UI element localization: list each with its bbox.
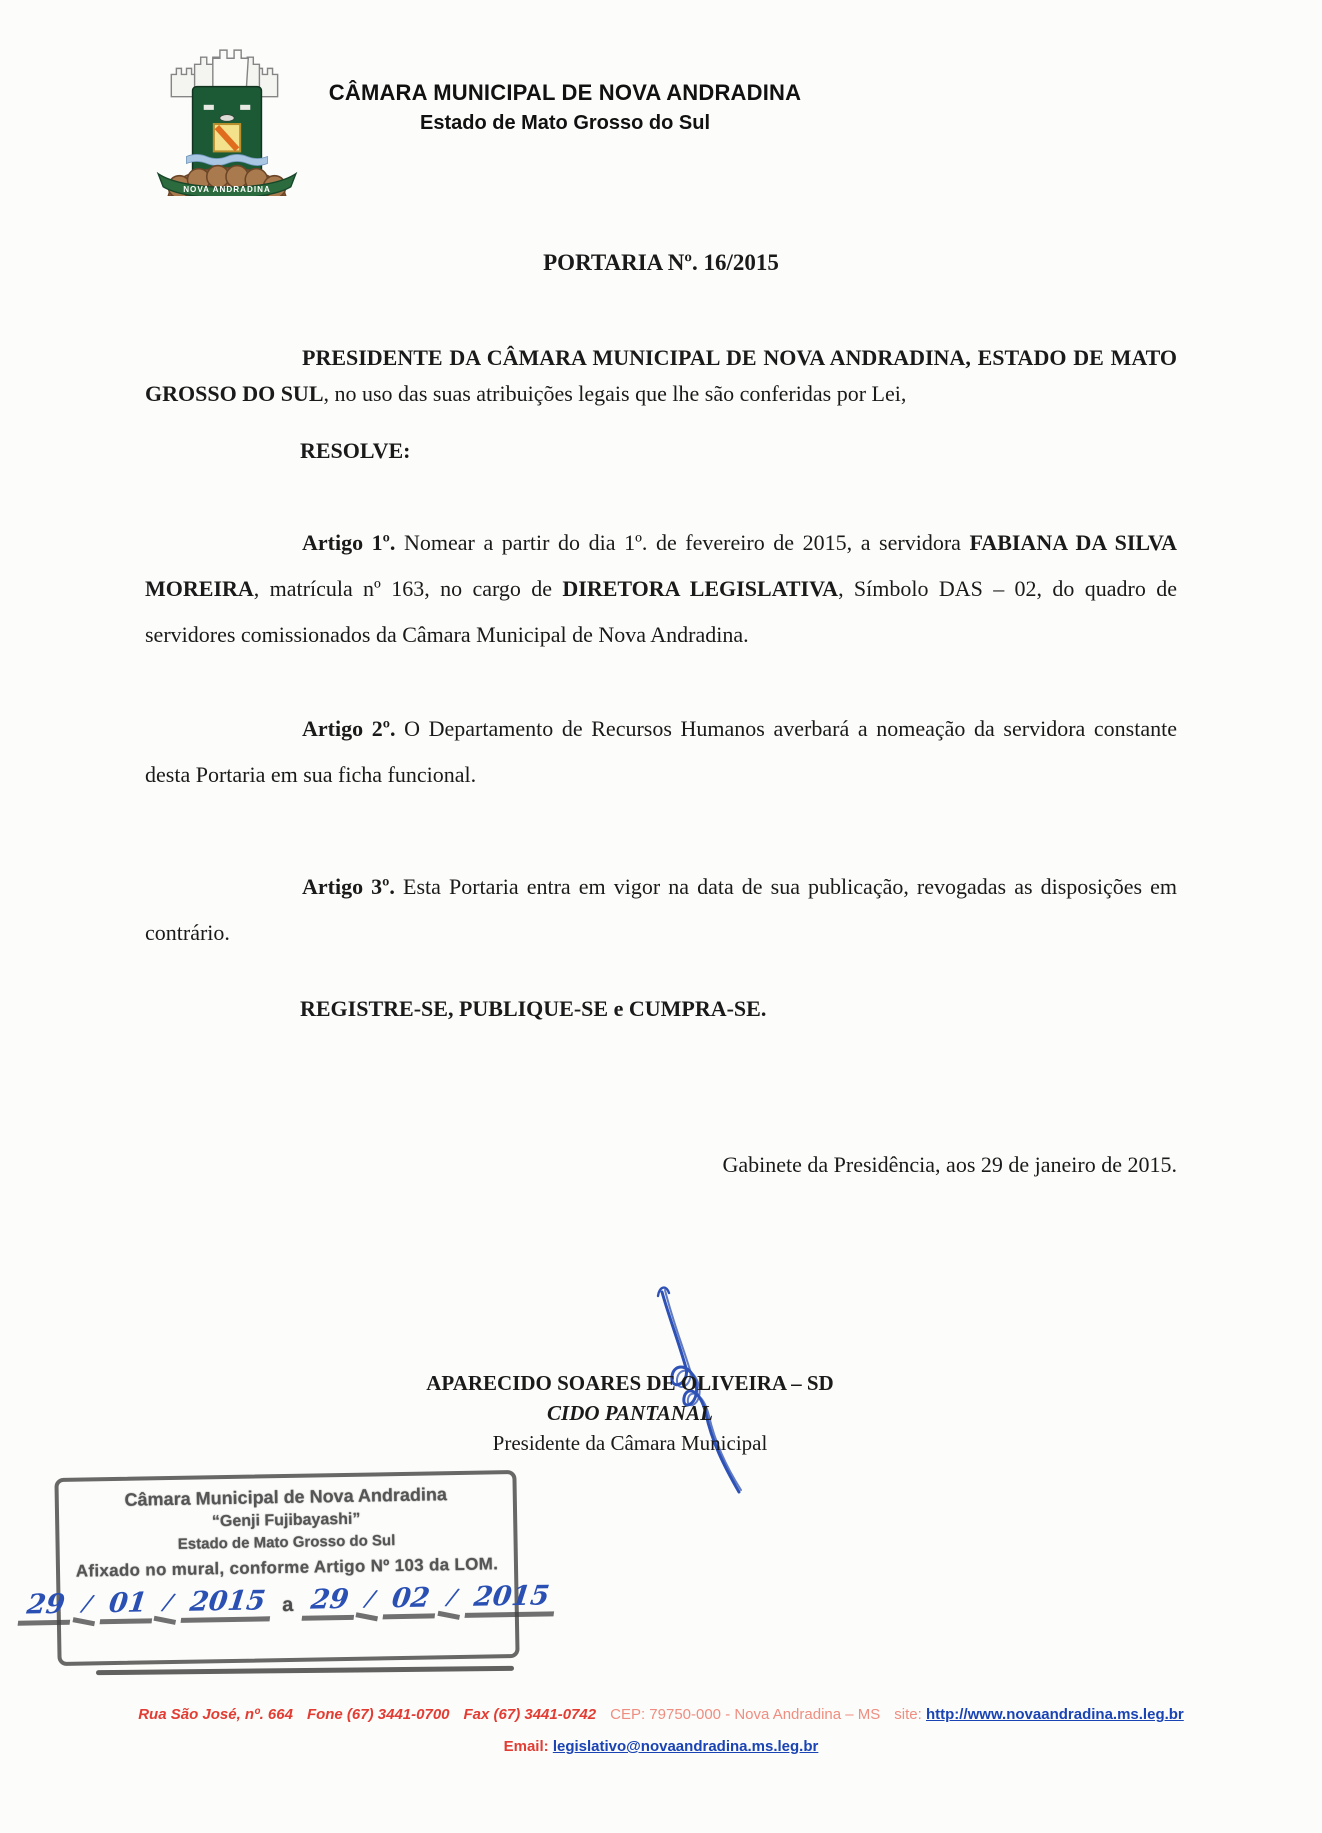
article-1-text-2: , matrícula nº 163, no cargo de — [253, 576, 563, 601]
place-date-line: Gabinete da Presidência, aos 29 de janeiro de 2015. — [722, 1152, 1177, 1177]
article-1-label: Artigo 1º. — [302, 530, 396, 555]
signatory-nickname: CIDO PANTANAL — [547, 1401, 713, 1425]
signatory-title: Presidente da Câmara Municipal — [492, 1431, 768, 1455]
stamp-org-line: Câmara Municipal de Nova Andradina — [124, 1484, 448, 1510]
org-name: CÂMARA MUNICIPAL DE NOVA ANDRADINA — [328, 80, 802, 105]
footer-site-label: site: — [894, 1706, 922, 1723]
stamp-notice-line: Afixado no mural, conforme Artigo Nº 103 da LOM. — [75, 1554, 499, 1581]
stamp-state-line: Estado de Mato Grosso do Sul — [177, 1532, 396, 1553]
stamp-date-slash: / — [356, 1583, 384, 1622]
footer-cep: CEP: 79750-000 - Nova Andradina – MS — [610, 1706, 881, 1723]
footer-phone: Fone (67) 3441-0700 — [306, 1706, 450, 1723]
preamble-paragraph — [145, 340, 1177, 412]
article-1 — [145, 520, 1177, 658]
article-3 — [145, 864, 1177, 956]
preamble-bold: PRESIDENTE DA CÂMARA MUNICIPAL DE NOVA ANDRADINA, ESTADO DE MATO GROSSO DO SUL — [145, 345, 1177, 406]
notice-stamp — [25, 1470, 551, 1666]
banner-text: NOVA ANDRADINA — [183, 184, 271, 194]
footer-address: Rua São José, nº. 664 — [138, 1706, 293, 1723]
article-2-label: Artigo 2º. — [302, 716, 396, 741]
footer-line-2 — [0, 1738, 1322, 1755]
article-1-text: Nomear a partir do dia 1º. de fevereiro de 2015, a servidora — [395, 530, 970, 555]
stamp-date-to-day: 29 — [301, 1586, 357, 1621]
stamp-date-to-month: 02 — [383, 1584, 439, 1619]
preamble-rest: , no uso das suas atribuições legais que lhe são conferidas por Lei, — [323, 381, 907, 406]
footer-line-1 — [0, 1706, 1322, 1723]
org-subtitle: Estado de Mato Grosso do Sul — [419, 112, 711, 134]
closing-line: REGISTRE-SE, PUBLIQUE-SE e CUMPRA-SE. — [300, 996, 767, 1021]
article-3-text: Esta Portaria entra em vigor na data de sua publicação, revogadas as disposições em contrário. — [145, 874, 1177, 945]
stamp-date-slash: / — [437, 1581, 465, 1620]
article-2-text: O Departamento de Recursos Humanos averbará a nomeação da servidora constante desta Portaria em sua ficha funcional. — [145, 716, 1177, 787]
stamp-date-from-month: 01 — [99, 1589, 155, 1624]
bird-icon — [220, 115, 234, 121]
appointee-name: FABIANA DA SILVA MOREIRA — [145, 530, 1177, 601]
stamp-date-from-day: 29 — [18, 1591, 74, 1626]
footer-site-link[interactable]: http://www.novaandradina.ms.leg.br — [925, 1706, 1184, 1723]
stamp-date-slash: / — [72, 1588, 100, 1627]
footer-fax: Fax (67) 3441-0742 — [463, 1706, 597, 1723]
stamp-date-to-year: 2015 — [464, 1582, 557, 1618]
letterhead — [255, 80, 875, 135]
stamp-name-line: “Genji Fujibayashi” — [211, 1510, 361, 1531]
stamp-date-slash: / — [154, 1586, 182, 1625]
document-title: PORTARIA Nº. 16/2015 — [543, 250, 779, 275]
signatory-name: APARECIDO SOARES DE OLIVEIRA – SD — [426, 1371, 834, 1395]
signature-block — [0, 1368, 1260, 1458]
article-3-label: Artigo 3º. — [302, 874, 395, 899]
stamp-signature-line — [96, 1666, 514, 1675]
article-2 — [145, 706, 1177, 798]
footer-email-link[interactable]: legislativo@novaandradina.ms.leg.br — [552, 1738, 819, 1755]
resolve-line: RESOLVE: — [300, 438, 411, 463]
stamp-date-from-year: 2015 — [181, 1587, 274, 1623]
footer-email-label: Email: — [503, 1738, 549, 1755]
article-1-text-3: , Símbolo DAS – 02, do quadro de servidores comissionados da Câmara Municipal de Nova Andradina. — [145, 576, 1177, 647]
stamp-dates-row — [25, 1580, 551, 1625]
appointee-role: DIRETORA LEGISLATIVA — [562, 576, 839, 601]
stamp-date-connector: a — [281, 1593, 294, 1617]
